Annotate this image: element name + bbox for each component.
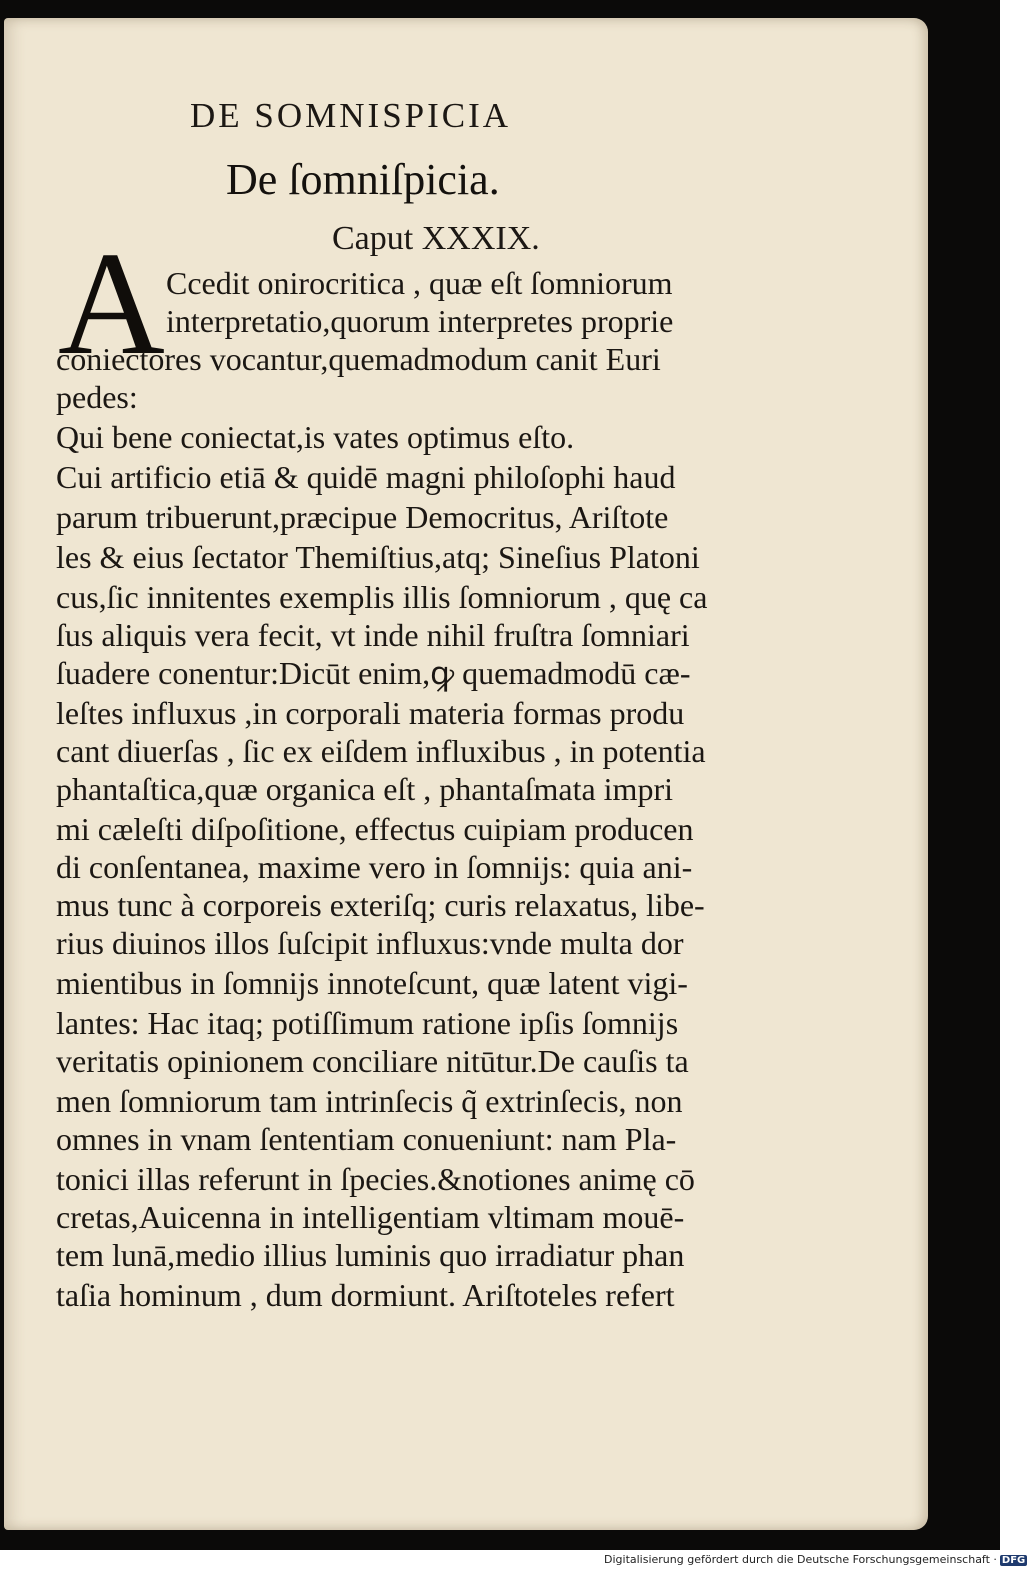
chapter-label: Caput XXXIX. xyxy=(332,220,540,257)
digitization-credit xyxy=(604,1553,1027,1566)
text-line: ſuadere conentur:Dicūt enim,ꝙ quemadmodū cæ- xyxy=(56,655,691,691)
text-line: mi cæleſti diſpoſitione, effectus cuipiam producen xyxy=(56,811,694,847)
text-line: interpretatio,quorum interpretes proprie xyxy=(166,303,674,339)
text-line: Ccedit onirocritica , quæ eſt ſomniorum xyxy=(166,265,673,301)
text-line: tonici illas referunt in ſpecies.&notiones animę cō xyxy=(56,1161,695,1197)
text-line: mientibus in ſomnijs innoteſcunt, quæ latent vigi- xyxy=(56,965,688,1001)
text-line: taſia hominum , dum dormiunt. Ariſtoteles refert xyxy=(56,1277,675,1313)
text-line: Cui artificio etiā & quidē magni philoſophi haud xyxy=(56,459,676,495)
running-head: DE SOMNISPICIA xyxy=(190,96,512,135)
text-line: lantes: Hac itaq; potiſſimum ratione ipſis ſomnijs xyxy=(56,1005,679,1041)
book-page xyxy=(4,18,928,1530)
text-line: rius diuinos illos ſuſcipit influxus:vnde multa dor xyxy=(56,925,684,961)
text-line: cant diuerſas , ſic ex eiſdem influxibus , in potentia xyxy=(56,733,706,769)
text-line: leſtes influxus ,in corporali materia formas produ xyxy=(56,695,685,731)
text-line: coniectores vocantur,quemadmodum canit Euri xyxy=(56,341,661,377)
text-line: Qui bene coniectat,is vates optimus eſto. xyxy=(56,419,575,455)
text-line: men ſomniorum tam intrinſecis q̃ extrinſecis, non xyxy=(56,1083,683,1119)
text-line: mus tunc à corporeis exteriſq; curis relaxatus, libe- xyxy=(56,887,705,923)
text-line: cretas,Auicenna in intelligentiam vltimam mouē- xyxy=(56,1199,685,1235)
text-line: phantaſtica,quæ organica eſt , phantaſmata impri xyxy=(56,771,673,807)
text-line: tem lunā,medio illius luminis quo irradiatur phan xyxy=(56,1237,685,1273)
drop-capital: A xyxy=(58,222,165,386)
text-line: ſus aliquis vera fecit, vt inde nihil fruſtra ſomniari xyxy=(56,617,690,653)
text-line: les & eius ſectator Themiſtius,atq; Sineſius Platoni xyxy=(56,539,700,575)
text-line: di conſentanea, maxime vero in ſomnijs: quia ani- xyxy=(56,849,693,885)
dfg-logo: DFG xyxy=(1001,1555,1026,1566)
text-line: veritatis opinionem conciliare nitūtur.De cauſis ta xyxy=(56,1043,689,1079)
text-line: parum tribuerunt,præcipue Democritus, Ariſtote xyxy=(56,499,669,535)
text-line: pedes: xyxy=(56,379,138,415)
credit-text: Digitalisierung gefördert durch die Deutsche Forschungsgemeinschaft · xyxy=(604,1553,997,1566)
text-line: cus,ſic innitentes exemplis illis ſomniorum , quę ca xyxy=(56,579,708,615)
section-title: De ſomniſpicia. xyxy=(226,155,500,204)
text-line: omnes in vnam ſententiam conueniunt: nam Pla- xyxy=(56,1121,677,1157)
